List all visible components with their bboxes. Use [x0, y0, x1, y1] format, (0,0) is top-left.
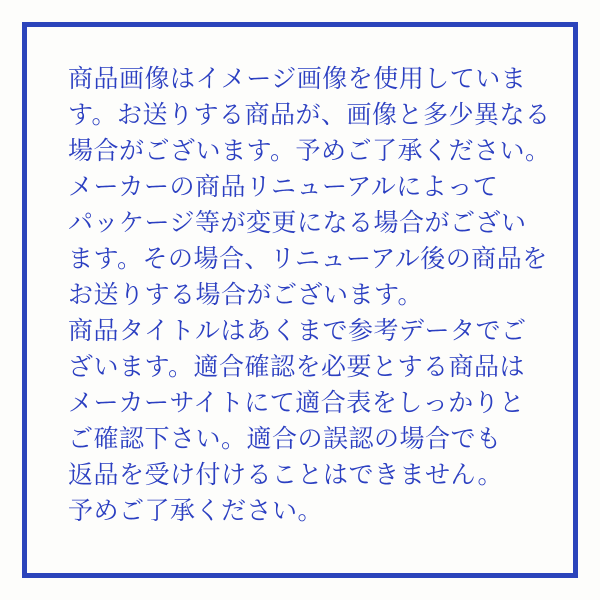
disclaimer-line: ざいます。適合確認を必要とする商品は — [68, 352, 526, 381]
disclaimer-line: ます。その場合、リニューアル後の商品を — [68, 244, 548, 273]
disclaimer-line: 商品画像はイメージ画像を使用していま — [68, 64, 527, 93]
disclaimer-line: お送りする場合がございます。 — [68, 280, 424, 309]
disclaimer-line: 返品を受け付けることはできません。 — [68, 460, 504, 489]
disclaimer-text — [68, 61, 551, 529]
disclaimer-line: メーカーサイトにて適合表をしっかりと — [68, 388, 525, 417]
disclaimer-line: す。お送りする商品が、画像と多少異なる — [68, 100, 551, 129]
disclaimer-line: ご確認下さい。適合の誤認の場合でも — [68, 424, 502, 453]
disclaimer-line: 商品タイトルはあくまで参考データでご — [68, 316, 527, 345]
disclaimer-line: メーカーの商品リニューアルによって — [68, 172, 499, 201]
disclaimer-line: 予めご了承ください。 — [68, 496, 324, 525]
disclaimer-line: 場合がございます。予めご了承ください。 — [68, 136, 551, 165]
disclaimer-line: パッケージ等が変更になる場合がござい — [68, 208, 527, 237]
border-frame — [22, 22, 578, 578]
